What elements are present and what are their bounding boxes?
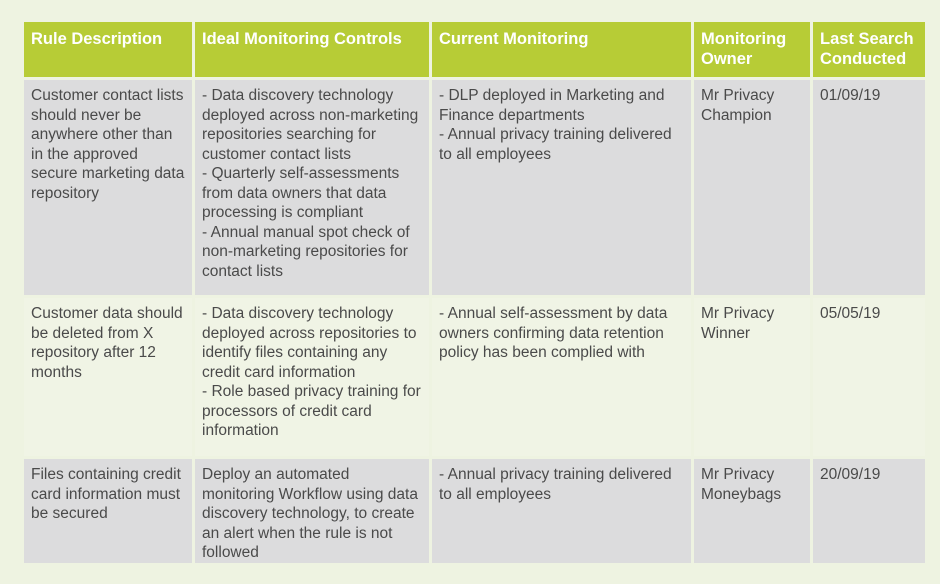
ideal-control-item: Deploy an automated monitoring Workflow using data discovery technology, to create an alert when the rule is not followed [202,466,418,561]
rule-description-cell: Files containing credit card information must be secured [24,459,192,563]
header-rule-description: Rule Description [24,22,192,77]
monitoring-owner-cell: Mr Privacy Champion [694,80,810,295]
monitoring-table-container [21,19,922,565]
table-row [24,80,925,295]
ideal-controls-cell [195,459,429,563]
ideal-control-item: - Data discovery technology deployed across non-marketing repositories searching for customer contact lists [202,87,419,163]
current-monitoring-cell [432,298,691,456]
monitoring-owner-cell: Mr Privacy Moneybags [694,459,810,563]
header-current-monitoring: Current Monitoring [432,22,691,77]
current-monitoring-item: - DLP deployed in Marketing and Finance departments [439,87,665,124]
monitoring-owner-cell: Mr Privacy Winner [694,298,810,456]
monitoring-table [21,19,928,566]
current-monitoring-cell [432,459,691,563]
ideal-control-item: - Role based privacy training for processors of credit card information [202,383,421,439]
current-monitoring-item: - Annual privacy training delivered to all employees [439,126,672,163]
last-search-cell: 01/09/19 [813,80,925,295]
ideal-control-item: - Data discovery technology deployed across repositories to identify files containing any credit card information [202,305,417,381]
current-monitoring-cell [432,80,691,295]
current-monitoring-item: - Annual privacy training delivered to all employees [439,466,672,503]
current-monitoring-item: - Annual self-assessment by data owners confirming data retention policy has been complied with [439,305,668,361]
header-last-search-conducted: Last Search Conducted [813,22,925,77]
last-search-cell: 05/05/19 [813,298,925,456]
ideal-control-item: - Quarterly self-assessments from data owners that data processing is compliant [202,165,400,221]
ideal-control-item: - Annual manual spot check of non-marketing repositories for contact lists [202,223,410,280]
header-monitoring-owner: Monitoring Owner [694,22,810,77]
ideal-controls-cell [195,298,429,456]
header-ideal-monitoring-controls: Ideal Monitoring Controls [195,22,429,77]
last-search-cell: 20/09/19 [813,459,925,563]
table-row [24,298,925,456]
header-row [24,22,925,77]
ideal-controls-cell [195,80,429,295]
rule-description-cell: Customer contact lists should never be anywhere other than in the approved secure marketing data repository [24,80,192,295]
rule-description-cell: Customer data should be deleted from X repository after 12 months [24,298,192,456]
table-row [24,459,925,563]
